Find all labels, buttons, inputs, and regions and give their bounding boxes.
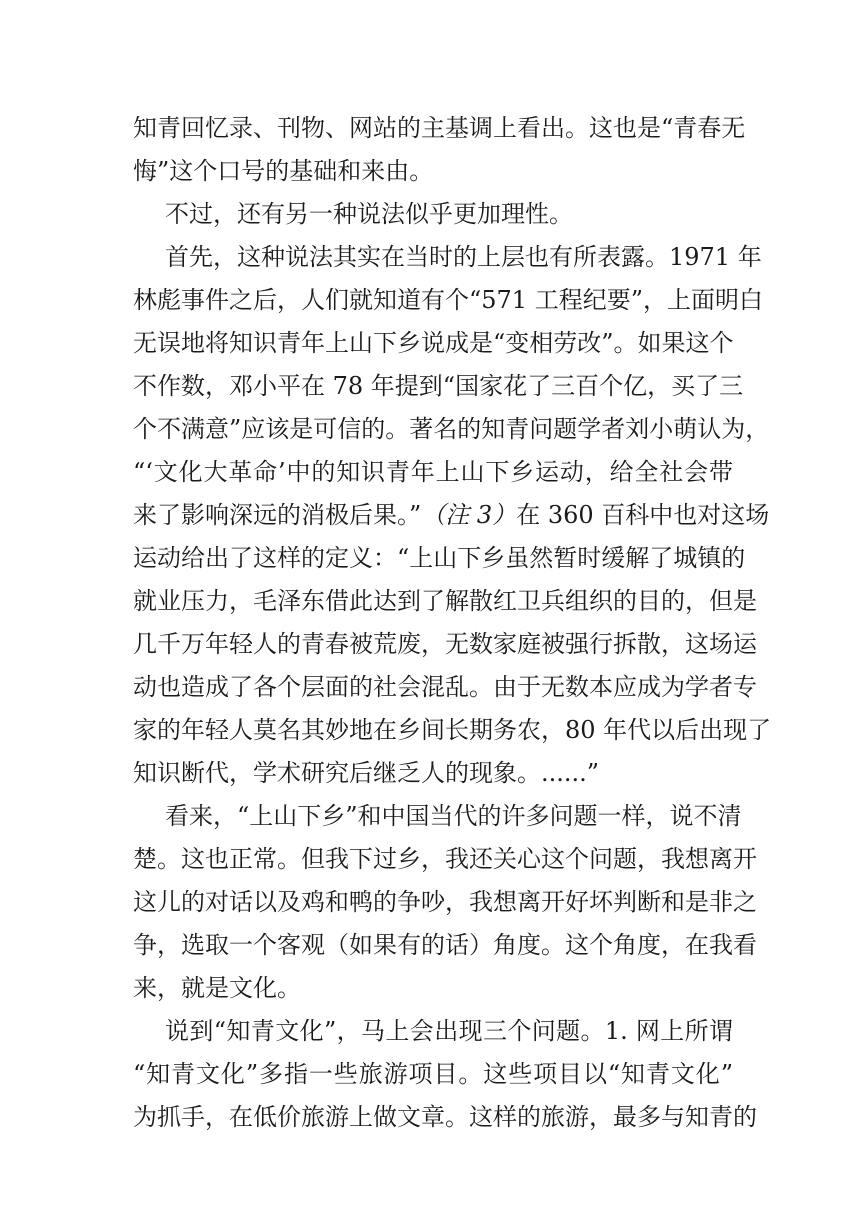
text-line-with-note [133, 495, 770, 535]
text-line: 来，就是文化。 [133, 974, 301, 1002]
text-line: 这儿的对话以及鸡和鸭的争吵，我想离开好坏判断和是非之 [133, 888, 757, 916]
text-line: 为抓手，在低价旅游上做文章。这样的旅游，最多与知青的 [133, 1103, 757, 1131]
footnote-reference: （注 3） [421, 501, 517, 529]
text-line: 就业压力，毛泽东借此达到了解散红卫兵组织的目的，但是 [133, 587, 757, 615]
text-line: 看来，“上山下乡”和中国当代的许多问题一样，说不清 [165, 802, 742, 830]
text-line: 知识断代，学术研究后继乏人的现象。......” [133, 759, 600, 787]
text-line: 楚。这也正常。但我下过乡，我还关心这个问题，我想离开 [133, 845, 757, 873]
text-line: 运动给出了这样的定义：“上山下乡虽然暂时缓解了城镇的 [133, 544, 746, 572]
text-line: 知青回忆录、刊物、网站的主基调上看出。这也是“青春无 [133, 114, 746, 142]
text-line: 说到“知青文化”，马上会出现三个问题。1. 网上所谓 [165, 1017, 733, 1045]
text-line: 几千万年轻人的青春被荒废，无数家庭被强行拆散，这场运 [133, 630, 757, 658]
text-line: 不作数，邓小平在 78 年提到“国家花了三百个亿，买了三 [133, 372, 744, 400]
text-segment: 来了影响深远的消极后果。” [133, 501, 422, 529]
text-line: 悔”这个口号的基础和来由。 [133, 157, 434, 185]
text-line: “知青文化”多指一些旅游项目。这些项目以“知青文化” [133, 1060, 733, 1088]
text-line: 林彪事件之后，人们就知道有个“571 工程纪要”，上面明白 [133, 286, 763, 314]
text-line: 个不满意”应该是可信的。著名的知青问题学者刘小萌认为， [133, 415, 770, 443]
text-line: 不过，还有另一种说法似乎更加理性。 [165, 200, 573, 228]
text-line: “‘文化大革命’中的知识青年上山下乡运动，给全社会带 [133, 458, 733, 486]
text-line: 首先，这种说法其实在当时的上层也有所表露。1971 年 [165, 243, 762, 271]
text-line: 动也造成了各个层面的社会混乱。由于无数本应成为学者专 [133, 673, 757, 701]
text-segment: 在 360 百科中也对这场 [516, 501, 770, 529]
text-line: 无误地将知识青年上山下乡说成是“变相劳改”。如果这个 [133, 329, 734, 357]
text-line: 争，选取一个客观（如果有的话）角度。这个角度，在我看 [133, 931, 757, 959]
text-line: 家的年轻人莫名其妙地在乡间长期务农，80 年代以后出现了 [133, 716, 772, 744]
